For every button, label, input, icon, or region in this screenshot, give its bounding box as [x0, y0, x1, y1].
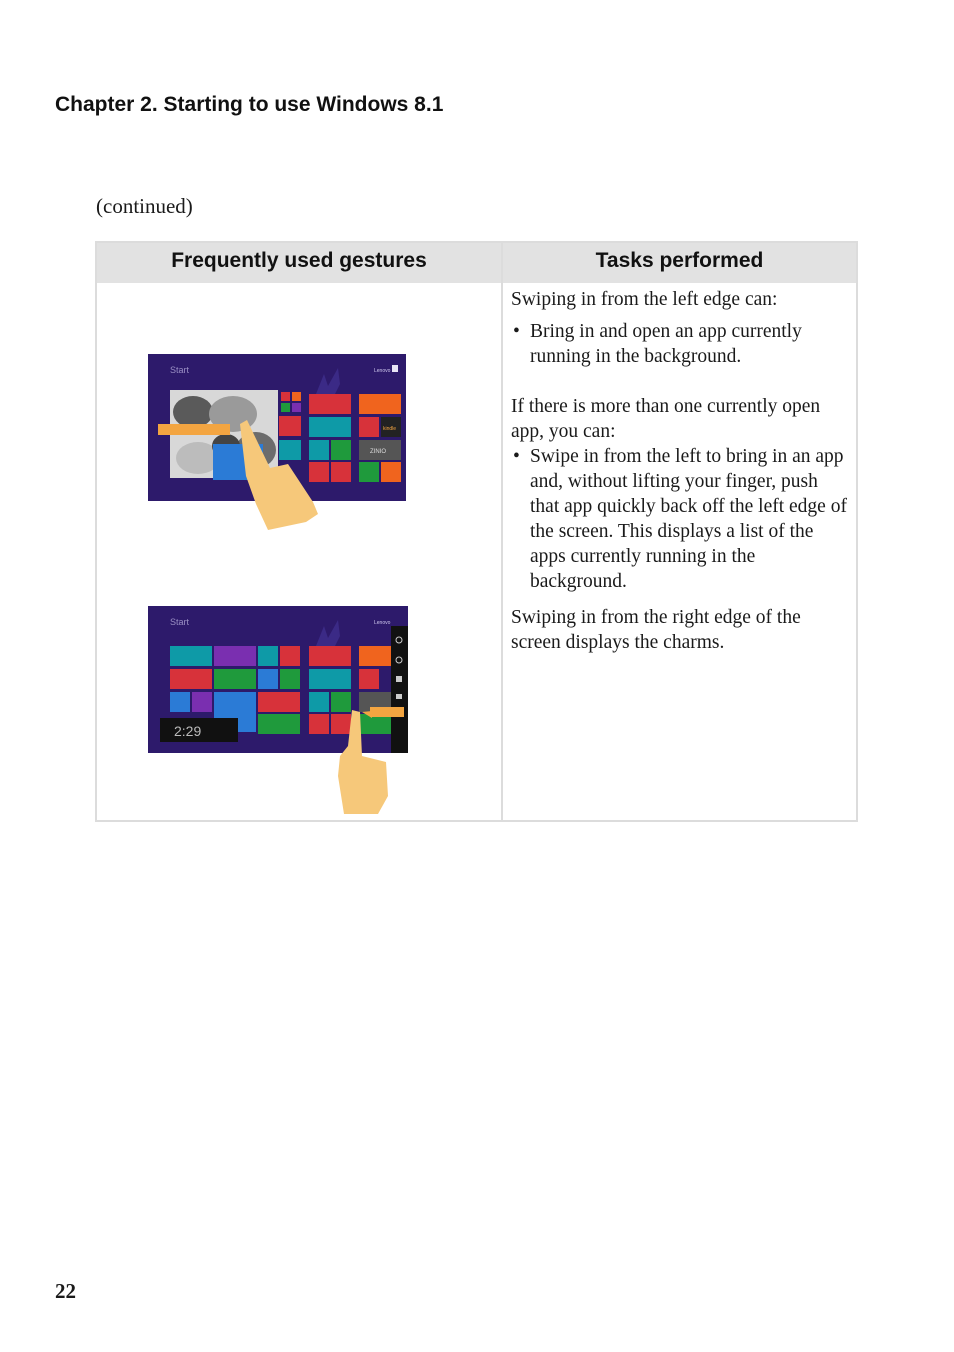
- start-screen-right-swipe-illustration: [148, 606, 410, 816]
- svg-text:2:29: 2:29: [174, 723, 202, 739]
- chapter-heading: Chapter 2. Starting to use Windows 8.1: [55, 93, 444, 116]
- page-number: 22: [55, 1279, 76, 1303]
- task-paragraph-left-edge: Swiping in from the left edge can:: [511, 289, 778, 310]
- svg-text:Lenovo: Lenovo: [374, 620, 391, 626]
- tasks-cell: [511, 283, 851, 655]
- task-bullet-swipe-list: [511, 444, 851, 594]
- svg-text:Start: Start: [170, 617, 190, 627]
- col-header-tasks: Tasks performed: [595, 249, 764, 272]
- svg-text:ZINIO: ZINIO: [370, 449, 386, 455]
- task-bullet-bring-app: [511, 319, 851, 369]
- table-header-row: [97, 243, 856, 283]
- task-paragraph-charms: Swiping in from the right edge of the screen displays the charms.: [511, 607, 801, 653]
- start-screen-left-swipe-illustration: [148, 354, 408, 530]
- svg-text:kindle: kindle: [383, 426, 397, 432]
- continued-label: (continued): [96, 194, 193, 218]
- bullet-text: Bring in and open an app currently running in the background.: [530, 321, 802, 367]
- col-header-gestures: Frequently used gestures: [171, 249, 427, 272]
- bullet-icon: •: [513, 446, 520, 467]
- bullet-text: Swipe in from the left to bring in an app and, without lifting your finger, push that app quickly back off the left edge of the screen. This displays a list of the apps currently running in the background.: [530, 446, 847, 592]
- svg-text:Start: Start: [170, 365, 190, 375]
- svg-text:Lenovo: Lenovo: [374, 368, 391, 374]
- task-paragraph-multiple-apps: If there is more than one currently open app, you can:: [511, 396, 821, 442]
- column-divider: [501, 243, 503, 820]
- bullet-icon: •: [513, 321, 520, 342]
